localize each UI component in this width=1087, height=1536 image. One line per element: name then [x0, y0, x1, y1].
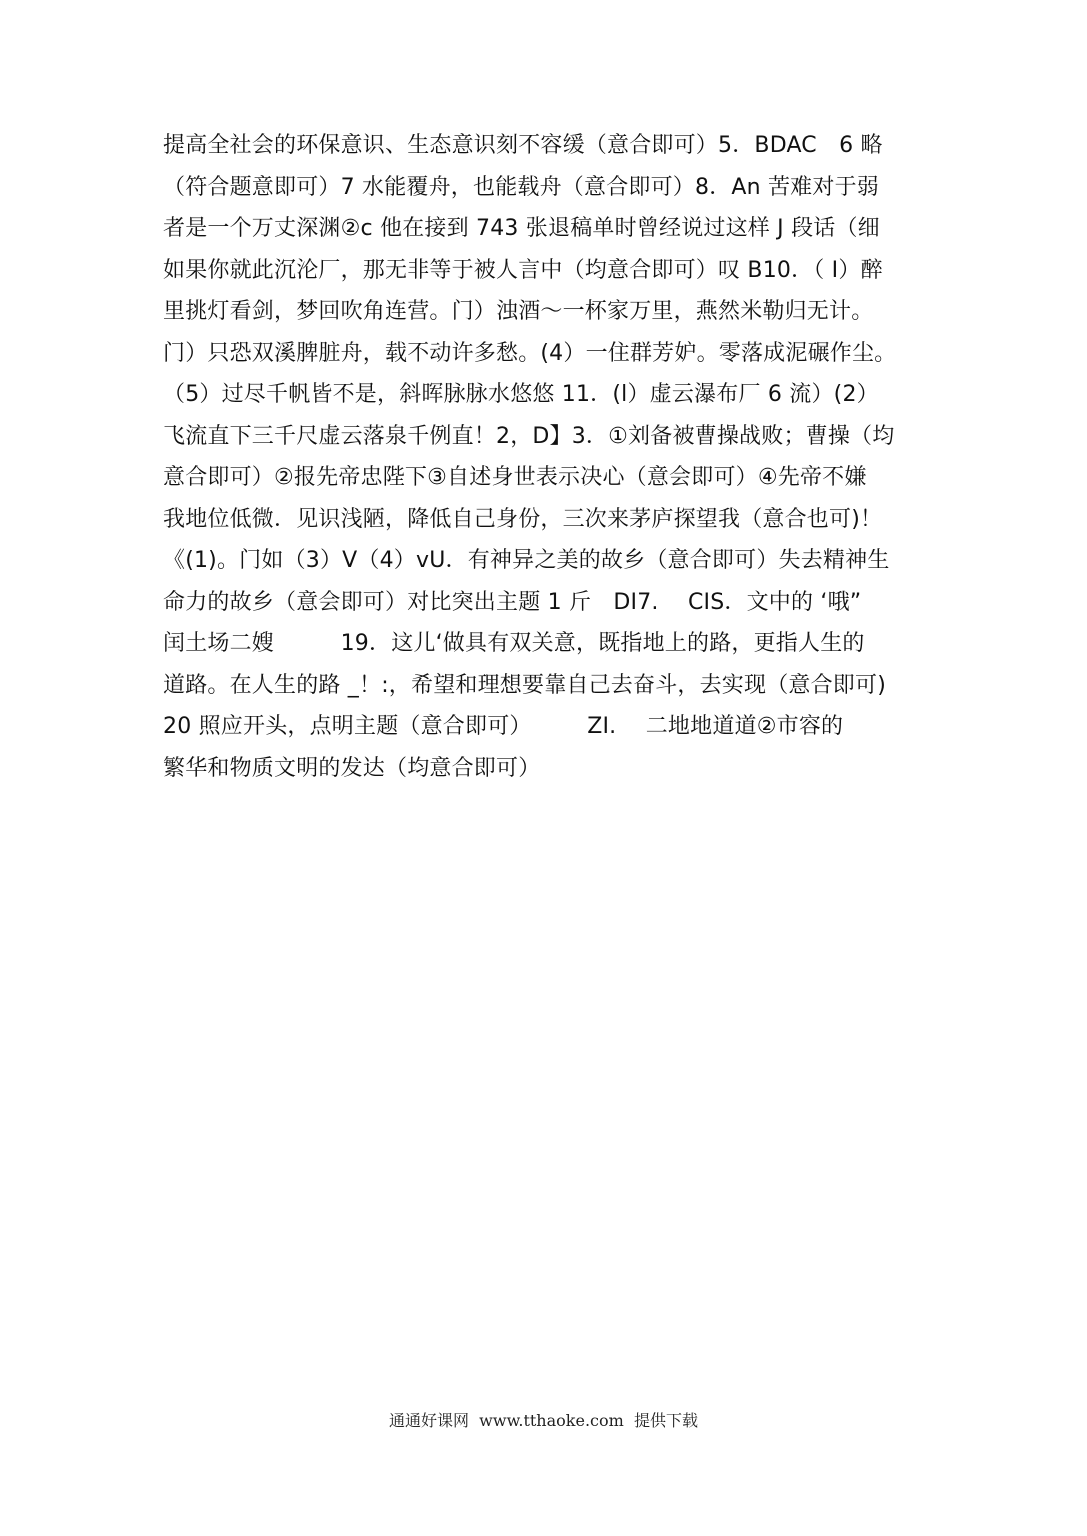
text-line-12: 命力的故乡（意会即可）对比突出主题 1 斤 DI7. CIS．文中的 ‘哦” [163, 589, 862, 615]
text-line-11: 《(1)。门如（3）V（4）vU．有神异之美的故乡（意合即可）失去精神生 [163, 548, 890, 573]
text-line-14: 道路。在人生的路 _！:，希望和理想要靠自己去奋斗，去实现（意合即可) [163, 672, 886, 698]
text-line-16: 繁华和物质文明的发达（均意合即可） [163, 755, 541, 781]
page-footer: 通通好课网 www.tthaoke.com 提供下载 [389, 1411, 698, 1430]
text-line-3: 者是一个万丈深渊②c 他在接到 743 张退稿单时曾经说过这样 J 段话（细 [163, 216, 880, 241]
text-line-6: 门）只恐双溪脾脏舟，载不动许多愁。(4）一住群芳妒。零落成泥碾作尘。 [163, 340, 897, 366]
text-line-4: 如果你就此沉沦厂，那无非等于被人言中（均意合即可）叹 B10．（ I）醉 [163, 257, 883, 283]
text-line-9: 意合即可）②报先帝忠陛下③自述身世表示决心（意会即可）④先帝不嫌 [163, 465, 867, 490]
text-line-15: 20 照应开头，点明主题（意合即可） ZI. 二地地道道②市容的 [163, 714, 844, 739]
text-line-2: （符合题意即可）7 水能覆舟，也能载舟（意合即可）8．An 苦难对于弱 [163, 174, 879, 200]
answer-text-block [163, 125, 973, 789]
text-line-5: 里挑灯看剑，梦回吹角连营。门）浊酒～一杯家万里，燕然米勒归无计。 [163, 299, 874, 324]
text-line-10: 我地位低微．见识浅陋，降低自己身份，三次来茅庐探望我（意合也可)！ [163, 506, 883, 532]
text-line-13: 闰土场二嫂 19．这儿‘做具有双关意，既指地上的路，更指人生的 [163, 631, 865, 656]
text-line-8: 飞流直下三千尺虚云落泉千例直！2，D】3．①刘备被曹操战败；曹操（均 [163, 423, 895, 449]
text-line-1: 提高全社会的环保意识、生态意识刻不容缓（意合即可）5．BDAC 6 略 [163, 133, 883, 158]
text-line-7: （5）过尽千帆皆不是，斜晖脉脉水悠悠 11．(l）虚云瀑布厂 6 流）(2） [163, 382, 879, 407]
